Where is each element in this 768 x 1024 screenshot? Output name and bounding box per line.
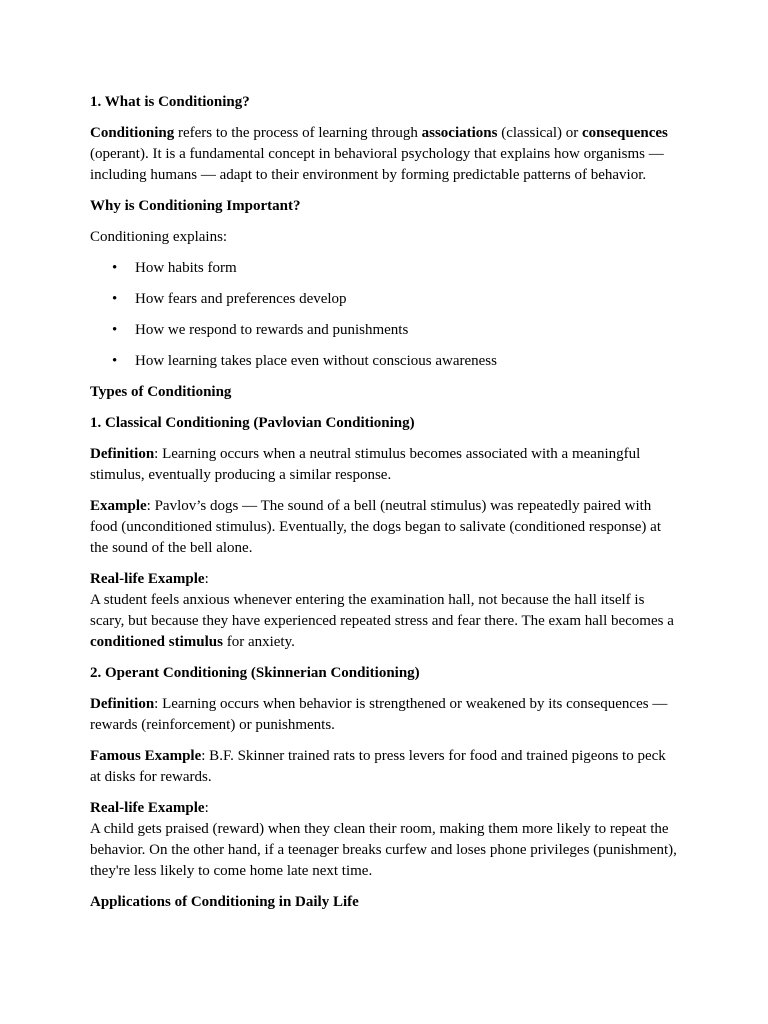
bullet-icon: • xyxy=(112,291,118,307)
classical-definition xyxy=(90,444,680,486)
list-item-text: How habits form xyxy=(135,260,237,276)
definition-label: Definition xyxy=(90,446,155,462)
operant-real-life-example xyxy=(90,798,680,882)
real-life-text-2: for anxiety. xyxy=(222,634,295,650)
section-heading-classical: 1. Classical Conditioning (Pavlovian Conditioning) xyxy=(90,415,415,431)
operant-famous-example xyxy=(90,746,680,788)
section-heading-applications: Applications of Conditioning in Daily Life xyxy=(90,894,359,910)
real-life-colon: : xyxy=(204,800,209,816)
example-label: Example xyxy=(90,498,147,514)
classical-example xyxy=(90,496,680,559)
section-heading-what-is-conditioning: 1. What is Conditioning? xyxy=(90,94,250,110)
definition-text: : Learning occurs when behavior is strengthened or weakened by its consequences — rewards (reinforcement) or punishments. xyxy=(90,696,668,733)
intro-text-2: (classical) or xyxy=(497,125,583,141)
list-item-text: How we respond to rewards and punishments xyxy=(135,322,409,338)
list-item xyxy=(90,351,680,372)
list-item xyxy=(90,258,680,279)
bullet-icon: • xyxy=(112,260,118,276)
bullet-icon: • xyxy=(112,353,118,369)
intro-text-1: refers to the process of learning through xyxy=(174,125,422,141)
term-conditioned-stimulus: conditioned stimulus xyxy=(90,634,223,650)
intro-text-3: (operant). It is a fundamental concept in behavioral psychology that explains how organisms — including humans — adapt to their environment by forming predictable patterns of behavior. xyxy=(90,146,664,183)
bullet-icon: • xyxy=(112,322,118,338)
real-life-colon: : xyxy=(204,571,209,587)
definition-text: : Learning occurs when a neutral stimulus becomes associated with a meaningful stimulus, eventually producing a similar response. xyxy=(90,446,641,483)
famous-example-text: : B.F. Skinner trained rats to press levers for food and trained pigeons to peck at disks for rewards. xyxy=(90,748,666,785)
importance-lead: Conditioning explains: xyxy=(90,229,228,245)
real-life-text: A child gets praised (reward) when they clean their room, making them more likely to repeat the behavior. On the other hand, if a teenager breaks curfew and loses phone privileges (punishment), they're less likely to come home late next time. xyxy=(90,821,677,879)
section-heading-types: Types of Conditioning xyxy=(90,384,232,400)
real-life-text-1: A student feels anxious whenever entering the examination hall, not because the hall itself is scary, but because they have experienced repeated stress and fear there. The exam hall becomes a xyxy=(90,592,674,629)
term-conditioning: Conditioning xyxy=(90,125,175,141)
document-page xyxy=(90,92,680,923)
section-heading-importance: Why is Conditioning Important? xyxy=(90,198,301,214)
real-life-label: Real-life Example xyxy=(90,571,205,587)
example-text: : Pavlov’s dogs — The sound of a bell (neutral stimulus) was repeatedly paired with food (unconditioned stimulus). Eventually, the dogs began to salivate (conditioned response) at the sound of the bell alone. xyxy=(90,498,661,556)
operant-definition xyxy=(90,694,680,736)
classical-real-life-example xyxy=(90,569,680,653)
list-item xyxy=(90,289,680,310)
list-item xyxy=(90,320,680,341)
section-heading-operant: 2. Operant Conditioning (Skinnerian Conditioning) xyxy=(90,665,420,681)
list-item-text: How learning takes place even without conscious awareness xyxy=(135,353,497,369)
real-life-label: Real-life Example xyxy=(90,800,205,816)
list-item-text: How fears and preferences develop xyxy=(135,291,347,307)
intro-paragraph xyxy=(90,123,680,186)
term-consequences: consequences xyxy=(582,125,668,141)
famous-example-label: Famous Example xyxy=(90,748,202,764)
importance-list xyxy=(90,258,680,372)
term-associations: associations xyxy=(421,125,498,141)
definition-label: Definition xyxy=(90,696,155,712)
